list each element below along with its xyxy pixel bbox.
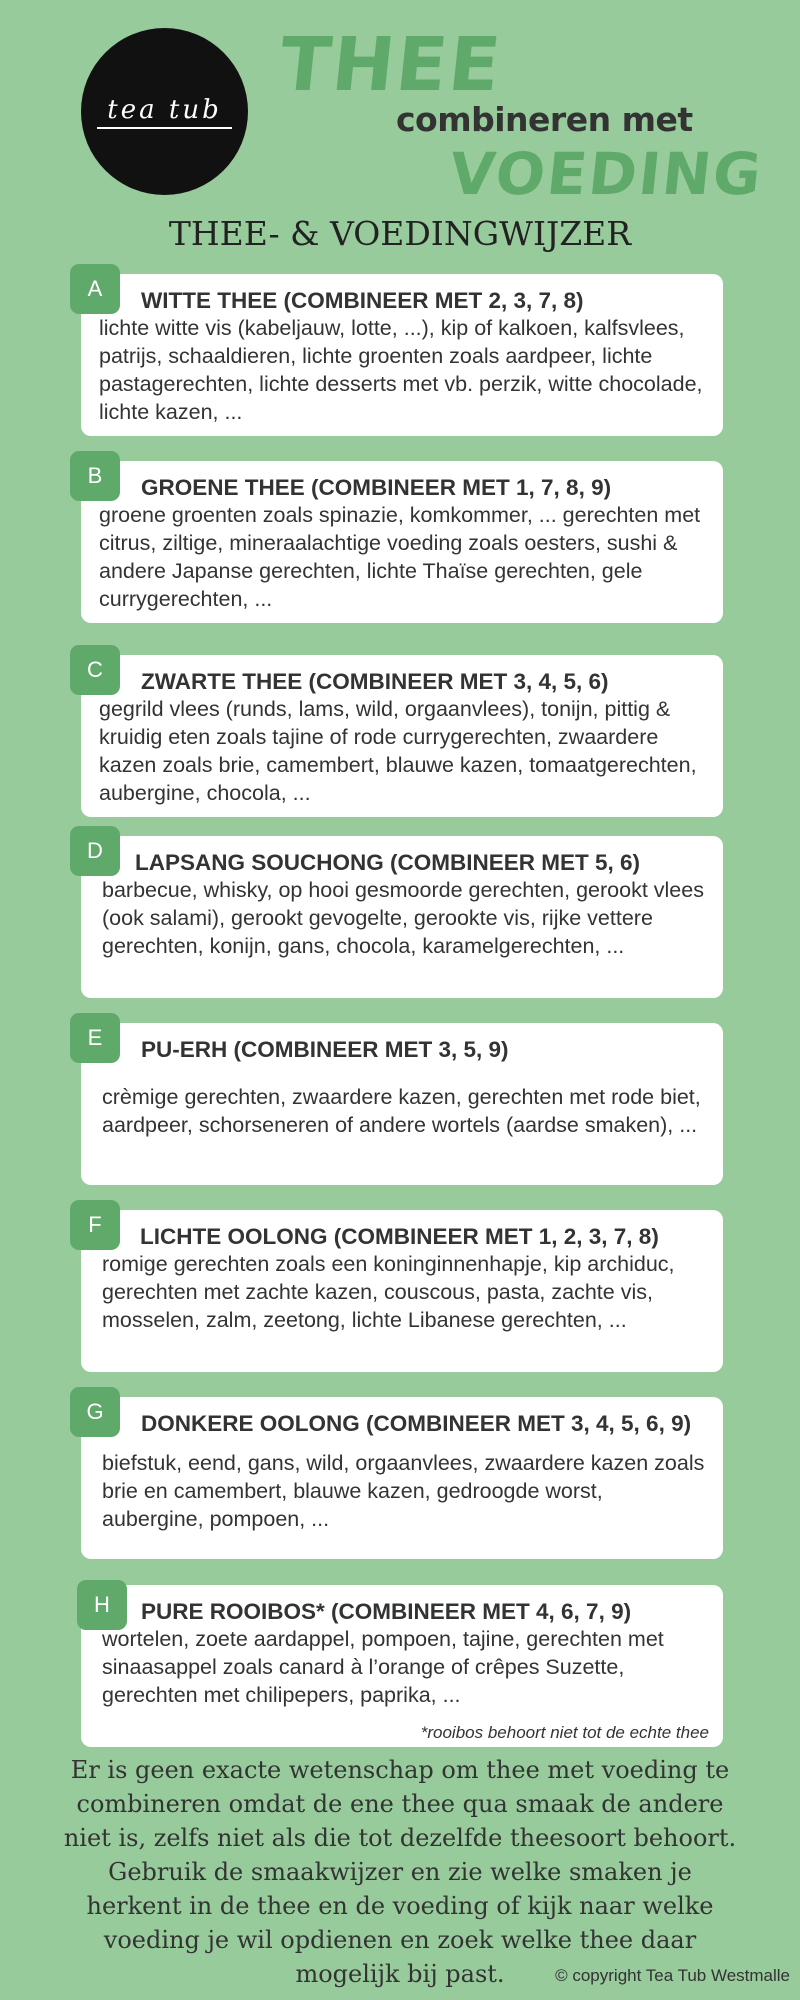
title-thee: THEE — [275, 22, 507, 108]
page-subtitle: THEE- & VOEDINGWIJZER — [168, 214, 632, 253]
card-title: DONKERE OOLONG (COMBINEER MET 3, 4, 5, 6, 9) — [141, 1411, 692, 1436]
card-body: lichte witte vis (kabeljauw, lotte, ...), kip of kalkoen, kalfsvlees, patrijs, schaaldieren, lichte groenten zoals aardpeer, lichte pastagerechten, lichte desserts met vb. perzik, witte chocolade, lichte kazen, ... — [99, 316, 703, 424]
card-groene-thee — [81, 461, 723, 623]
card-title: LICHTE OOLONG (COMBINEER MET 1, 2, 3, 7, 8) — [140, 1224, 659, 1249]
card-pu-erh — [81, 1023, 723, 1185]
card-badge: E — [70, 1013, 120, 1063]
title-combineren: combineren met — [396, 100, 693, 139]
card-body: romige gerechten zoals een koninginnenhapje, kip archiduc, gerechten met zachte kazen, couscous, pasta, zachte vis, mosselen, zalm, zeetong, lichte Libanese gerechten, ... — [102, 1252, 675, 1332]
card-body: crèmige gerechten, zwaardere kazen, gerechten met rode biet, aardpeer, schorseneren of andere wortels (aardse smaken), ... — [102, 1085, 701, 1137]
card-title: LAPSANG SOUCHONG (COMBINEER MET 5, 6) — [135, 850, 641, 875]
card-title: PU-ERH (COMBINEER MET 3, 5, 9) — [141, 1037, 509, 1062]
card-badge: D — [70, 826, 120, 876]
card-witte-thee — [81, 274, 723, 436]
card-body: wortelen, zoete aardappel, pompoen, tajine, gerechten met sinaasappel zoals canard à l’orange of crêpes Suzette, gerechten met chilipepers, paprika, ... — [102, 1627, 664, 1707]
card-title: GROENE THEE (COMBINEER MET 1, 7, 8, 9) — [141, 475, 612, 500]
card-pure-rooibos — [81, 1585, 723, 1747]
card-lichte-oolong — [81, 1210, 723, 1372]
card-title: PURE ROOIBOS* (COMBINEER MET 4, 6, 7, 9) — [141, 1599, 632, 1624]
card-body: groene groenten zoals spinazie, komkommer, ... gerechten met citrus, ziltige, mineraalachtige voeding zoals oesters, sushi & andere Japanse gerechten, lichte Thaïse gerechten, gele currygerechten, ... — [99, 503, 701, 611]
tea-tub-logo — [81, 28, 248, 195]
card-badge: G — [70, 1387, 120, 1437]
card-title: ZWARTE THEE (COMBINEER MET 3, 4, 5, 6) — [141, 669, 609, 694]
logo-text: tea tub — [97, 95, 231, 129]
card-donkere-oolong — [81, 1397, 723, 1559]
card-body: gegrild vlees (runds, lams, wild, orgaanvlees), tonijn, pittig & kruidig eten zoals tajine of rode currygerechten, zwaardere kazen zoals brie, camembert, blauwe kazen, tomaatgerechten, aubergine, chocola, ... — [99, 697, 697, 805]
card-body: barbecue, whisky, op hooi gesmoorde gerechten, gerookt vlees (ook salami), gerookt gevogelte, gerookte vis, rijke vettere gerechten, konijn, gans, chocola, karamelgerechten, ... — [102, 878, 704, 958]
card-badge: B — [70, 451, 120, 501]
card-badge: A — [70, 264, 120, 314]
card-badge: F — [70, 1200, 120, 1250]
card-badge: H — [77, 1580, 127, 1630]
card-zwarte-thee — [81, 655, 723, 817]
card-title: WITTE THEE (COMBINEER MET 2, 3, 7, 8) — [141, 288, 584, 313]
title-voeding: VOEDING — [446, 140, 767, 208]
copyright: © copyright Tea Tub Westmalle — [555, 1966, 790, 1985]
rooibos-note: *rooibos behoort niet tot de echte thee — [420, 1723, 709, 1742]
card-body: biefstuk, eend, gans, wild, orgaanvlees, zwaardere kazen zoals brie en camembert, blauwe kazen, gedroogde worst, aubergine, pompoen, ... — [102, 1451, 705, 1531]
card-badge: C — [70, 645, 120, 695]
footer-paragraph: Er is geen exacte wetenschap om thee met voeding te combineren omdat de ene thee qua smaak de andere niet is, zelfs niet als die tot dezelfde theesoort behoort. Gebruik de smaakwijzer en zie welke smaken je herkent in de thee en de voeding of kijk naar welke voeding je wil opdienen en zoek welke thee daar mogelijk bij past. — [63, 1756, 737, 1988]
card-lapsang-souchong — [81, 836, 723, 998]
